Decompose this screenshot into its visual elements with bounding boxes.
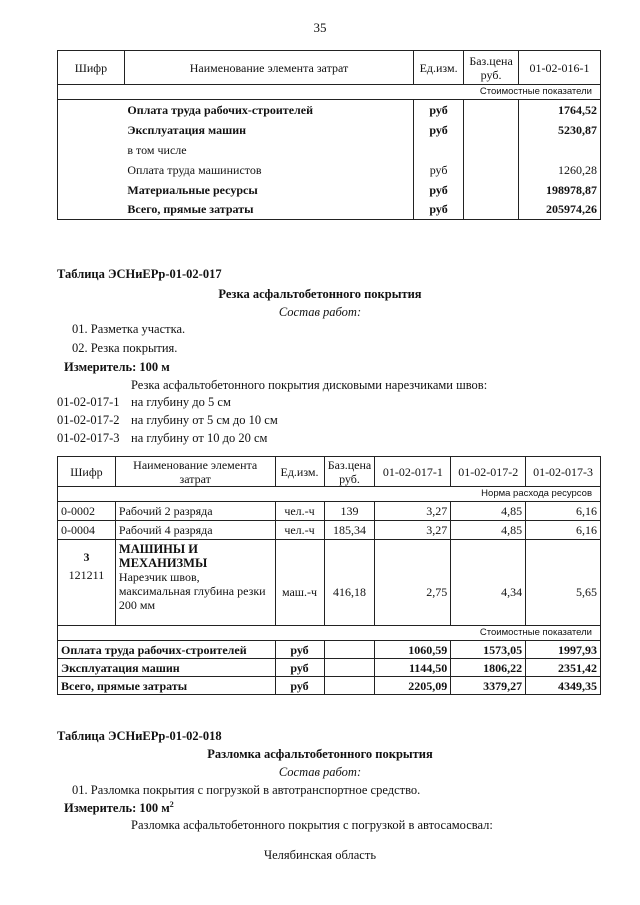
row-price [464,100,519,120]
header-price: Баз.цена руб. [324,457,375,487]
row-code: 0-0002 [58,502,116,521]
description: Разломка асфальтобетонного покрытия с погрузкой в автосамосвал: [131,818,493,832]
row-price [464,180,519,200]
work-item: 01. Разметка участка. [72,322,186,336]
cost-value-3: 1997,93 [526,641,601,659]
cost-row [58,659,601,677]
work-item: 01. Разломка покрытия с погрузкой в автотранспортное средство. [72,783,421,797]
row-name: Рабочий 2 разряда [115,502,275,521]
resource-table-01-02-017 [57,456,601,695]
row-unit: руб [414,200,464,220]
row-name: Рабочий 4 разряда [115,521,275,540]
cost-value-1: 1144,50 [375,659,451,677]
row-name: Эксплуатация машин [124,120,413,140]
row-code [58,140,125,160]
cost-unit: руб [275,641,324,659]
section-title: Разломка асфальтобетонного покрытия [207,747,433,761]
table-row [58,521,601,540]
row-value-3: 6,16 [526,502,601,521]
row-value-2: 4,85 [451,521,526,540]
table-label: Таблица ЭСНиЕРр-01-02-017 [57,267,222,281]
row-value-2: 4,85 [451,502,526,521]
machines-group-code: 3 [83,550,90,564]
header-price: Баз.цена руб. [464,51,519,85]
machines-group-name: МАШИНЫ И МЕХАНИЗМЫ [118,542,208,570]
measure-text: Измеритель: 100 м [64,801,170,816]
machine-value-1: 2,75 [375,540,451,626]
cost-row [58,641,601,659]
header-column: 01-02-016-1 [519,51,601,85]
row-unit: чел.-ч [275,502,324,521]
description: Резка асфальтобетонного покрытия дисковыми нарезчиками швов: [131,378,488,392]
row-code [58,100,125,120]
table-row [58,180,601,200]
header-code: Шифр [58,51,125,85]
row-unit: руб [414,120,464,140]
machines-row [58,540,601,626]
machine-unit: маш.-ч [275,540,324,626]
row-price [464,140,519,160]
cost-price [324,659,375,677]
cost-section-label: Стоимостные показатели [58,626,601,641]
cost-value-3: 2351,42 [526,659,601,677]
cost-price [324,677,375,695]
header-name: Наименование элемента затрат [115,457,275,487]
page-number: 35 [313,20,327,35]
header-unit: Ед.изм. [275,457,324,487]
cost-name: Всего, прямые затраты [58,677,276,695]
table-row [58,160,601,180]
measure-superscript: 2 [169,800,174,809]
composition-label: Состав работ: [278,765,362,779]
row-value: 205974,26 [519,200,601,220]
machines-codes [58,540,116,626]
cost-value-2: 1573,05 [451,641,526,659]
cost-value-1: 1060,59 [375,641,451,659]
table-row [58,140,601,160]
cost-unit: руб [275,677,324,695]
machine-value-2: 4,34 [451,540,526,626]
row-unit [414,140,464,160]
cost-price [324,641,375,659]
cost-unit: руб [275,659,324,677]
row-price: 139 [324,502,375,521]
row-unit: руб [414,160,464,180]
header-code: Шифр [58,457,116,487]
measure-label: Измеритель: 100 м [64,360,170,374]
machine-code: 121211 [68,568,105,582]
header-unit: Ед.изм. [414,51,464,85]
composition-label: Состав работ: [278,305,362,319]
header-col-3: 01-02-017-3 [526,457,601,487]
row-name: Оплата труда машинистов [124,160,413,180]
cost-value-3: 4349,35 [526,677,601,695]
row-unit: руб [414,100,464,120]
cost-table-01-02-016 [57,50,601,220]
item-text: на глубину до 5 см [131,395,231,409]
row-value: 1764,52 [519,100,601,120]
row-price [464,120,519,140]
row-name: Материальные ресурсы [124,180,413,200]
machines-names [115,540,275,626]
row-name: Всего, прямые затраты [124,200,413,220]
row-value-1: 3,27 [375,502,451,521]
header-name: Наименование элемента затрат [124,51,413,85]
work-item: 02. Резка покрытия. [72,341,178,355]
table-row [58,200,601,220]
section-title: Резка асфальтобетонного покрытия [218,287,422,301]
row-code [58,120,125,140]
table-row [58,100,601,120]
footer-region: Челябинская область [263,848,377,862]
row-code [58,200,125,220]
table-row [58,120,601,140]
header-col-1: 01-02-017-1 [375,457,451,487]
row-value: 5230,87 [519,120,601,140]
item-text: на глубину от 10 до 20 см [131,431,268,445]
row-name: Оплата труда рабочих-строителей [124,100,413,120]
table-row [58,502,601,521]
item-code: 01-02-017-2 [57,413,120,427]
item-code: 01-02-017-3 [57,431,120,445]
row-price: 185,34 [324,521,375,540]
header-col-2: 01-02-017-2 [451,457,526,487]
row-code: 0-0004 [58,521,116,540]
cost-value-1: 2205,09 [375,677,451,695]
item-code: 01-02-017-1 [57,395,120,409]
row-unit: чел.-ч [275,521,324,540]
cost-value-2: 3379,27 [451,677,526,695]
row-price [464,160,519,180]
row-value: 1260,28 [519,160,601,180]
row-value-1: 3,27 [375,521,451,540]
cost-name: Оплата труда рабочих-строителей [58,641,276,659]
row-name: в том числе [124,140,413,160]
cost-name: Эксплуатация машин [58,659,276,677]
cost-value-2: 1806,22 [451,659,526,677]
norm-section-label: Норма расхода ресурсов [58,487,601,502]
row-price [464,200,519,220]
row-code [58,160,125,180]
cost-row [58,677,601,695]
item-text: на глубину от 5 см до 10 см [131,413,278,427]
row-value-3: 6,16 [526,521,601,540]
row-unit: руб [414,180,464,200]
row-value: 198978,87 [519,180,601,200]
row-code [58,180,125,200]
measure-label [64,800,174,816]
machine-value-3: 5,65 [526,540,601,626]
table-label: Таблица ЭСНиЕРр-01-02-018 [57,729,222,743]
row-value [519,140,601,160]
machine-name: Нарезчик швов, максимальная глубина резки 200 мм [118,570,266,612]
section-label: Стоимостные показатели [58,85,601,100]
machine-price: 416,18 [324,540,375,626]
